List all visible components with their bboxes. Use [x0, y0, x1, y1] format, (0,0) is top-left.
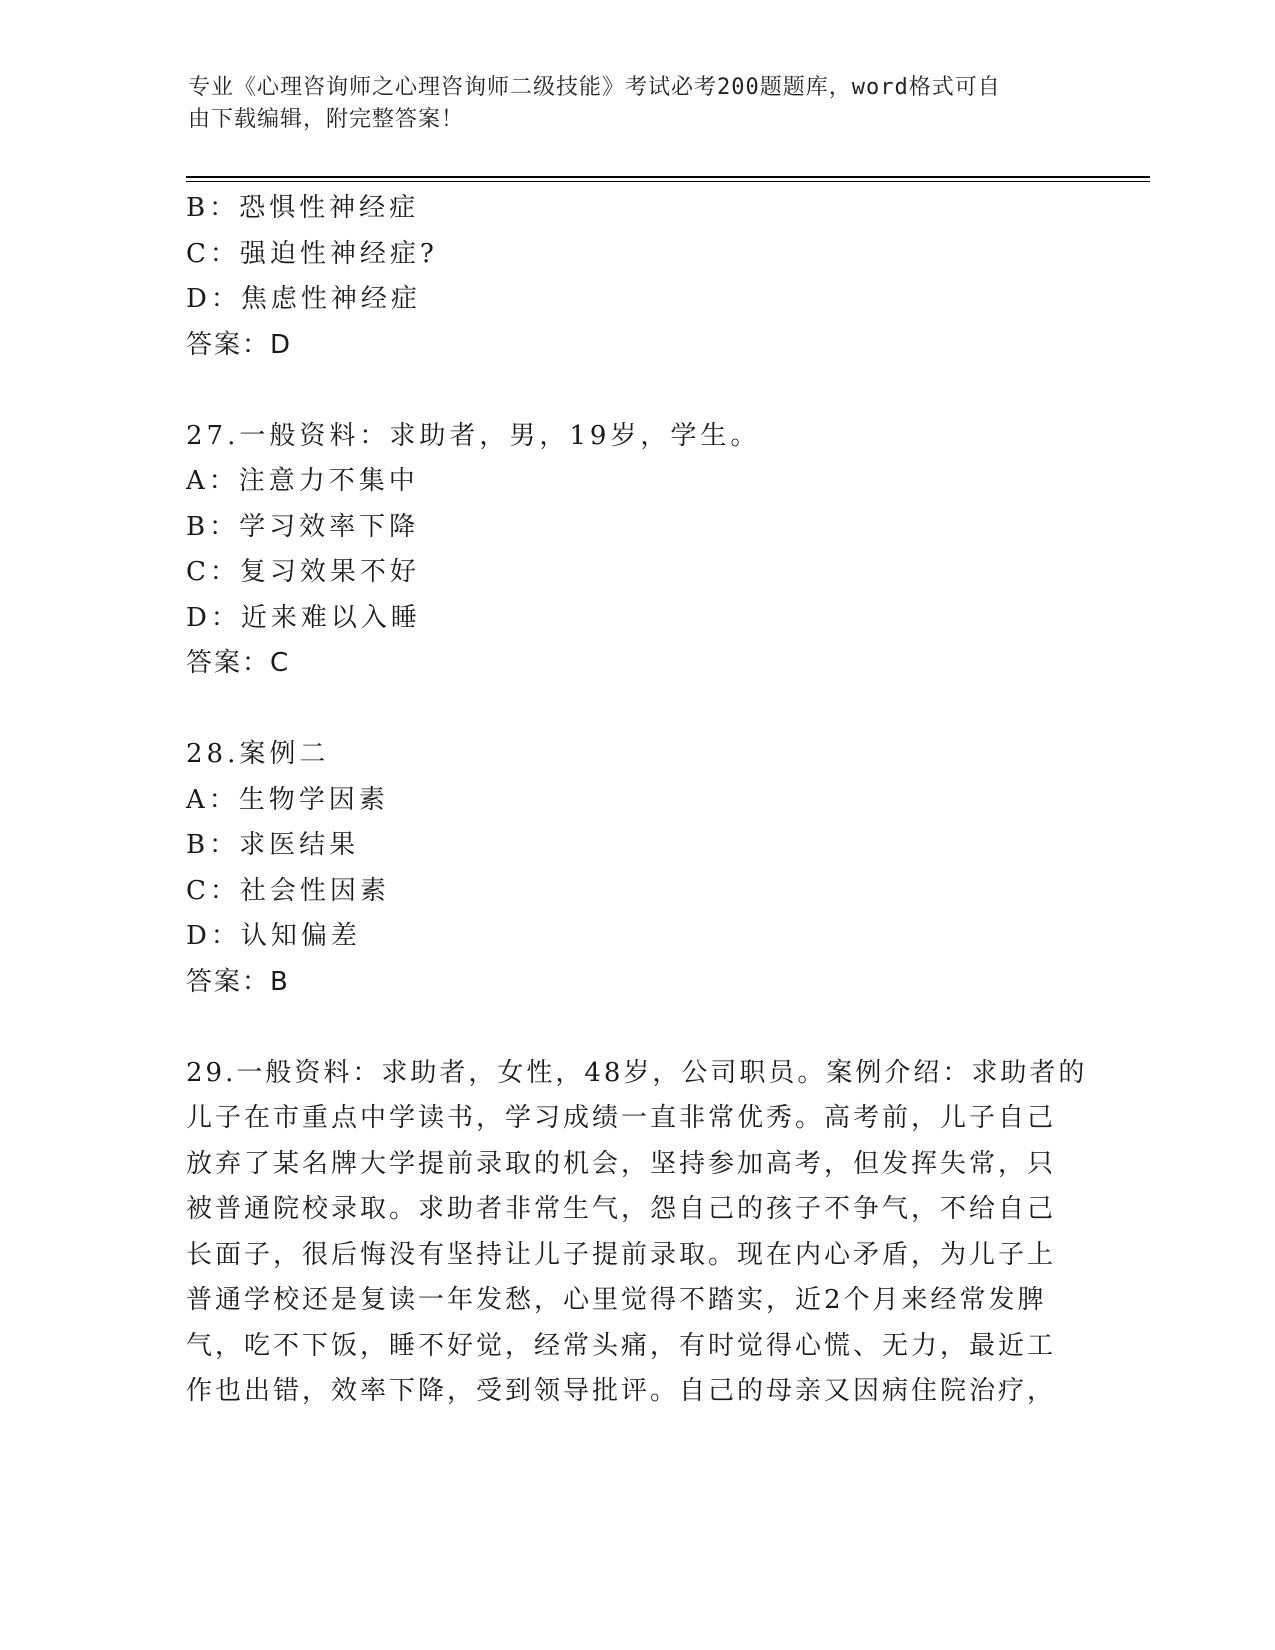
paragraph-line: 放弃了某名牌大学提前录取的机会，坚持参加高考，但发挥失常，只: [186, 1148, 1057, 1179]
paragraph-line: 儿子在市重点中学读书，学习成绩一直非常优秀。高考前，儿子自己: [186, 1103, 1057, 1133]
option-a: A：注意力不集中: [186, 466, 419, 496]
paragraph-line: 29.一般资料：求助者，女性，48岁，公司职员。案例介绍：求助者的: [186, 1057, 1088, 1088]
header-rule-thin: [186, 181, 1150, 182]
document-body: [186, 186, 1086, 1415]
paragraph-line: 普通学校还是复读一年发愁，心里觉得不踏实，近2个月来经常发脾: [186, 1285, 1047, 1315]
answer: 答案：C: [186, 648, 291, 678]
option-d: D：认知偏差: [186, 921, 361, 951]
paragraph-line: 被普通院校录取。求助者非常生气，怨自己的孩子不争气，不给自己: [186, 1194, 1057, 1224]
option-d: D：近来难以入睡: [186, 602, 421, 633]
option-b: B：求医结果: [186, 830, 360, 860]
spacer: [186, 368, 1086, 414]
paragraph-line: 作也出错，效率下降，受到领导批评。自己的母亲又因病住院治疗，: [186, 1376, 1057, 1406]
option-c: C：社会性因素: [186, 875, 390, 906]
question-27: [186, 414, 1086, 687]
option-c: C：强迫性神经症?: [186, 238, 438, 269]
header-line-2: 由下载编辑，附完整答案！: [188, 107, 465, 132]
spacer: [186, 1005, 1086, 1051]
option-d: D：焦虑性神经症: [186, 284, 421, 314]
spacer: [186, 687, 1086, 733]
question-29: [186, 1051, 1086, 1415]
option-a: A：生物学因素: [186, 784, 389, 815]
question-26-tail: [186, 186, 1086, 368]
option-c: C：复习效果不好: [186, 557, 420, 587]
header-line-1: 专业《心理咨询师之心理咨询师二级技能》考试必考200题题库，word格式可自: [188, 75, 1001, 100]
answer: 答案：B: [186, 966, 290, 997]
paragraph-line: 气，吃不下饭，睡不好觉，经常头痛，有时觉得心慌、无力，最近工: [186, 1330, 1057, 1361]
question-stem: 28.案例二: [186, 739, 330, 769]
question-28: [186, 732, 1086, 1005]
header-rule-thick: [186, 176, 1150, 178]
option-b: B：学习效率下降: [186, 511, 420, 542]
answer: 答案：D: [186, 329, 293, 360]
page-header: [188, 72, 1068, 136]
question-stem: 27.一般资料：求助者，男，19岁，学生。: [186, 420, 761, 451]
paragraph-line: 长面子，很后悔没有坚持让儿子提前录取。现在内心矛盾，为儿子上: [186, 1239, 1057, 1270]
option-b: B：恐惧性神经症: [186, 193, 420, 223]
